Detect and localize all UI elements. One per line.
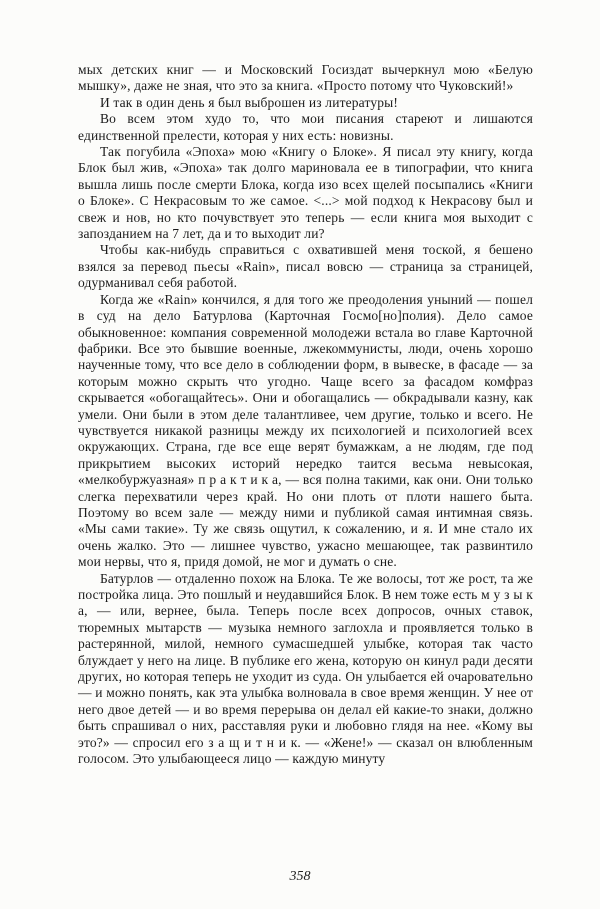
paragraph: Батурлов — отдаленно похож на Блока. Те же волосы, тот же рост, та же постройка лица. Это пошлый и неудавшийся Блок. В нем тоже есть м у з ы к а, — или, вернее, была. Теперь после всех допросов, очных ставок, тюремных мытарств — музыка немного заглохла и проявляется только в растерянной, милой, немного сумасшедшей улыбке, которая так часто блуждает у него на лице. В публике его жена, которую он кинул ради десяти других, но которая теперь не уходит из суда. Он улыбается ей очаровательно — и можно понять, как эта улыбка волновала в свое время женщин. У нее от него двое детей — и во время перерыва он делал ей какие-то знаки, должно быть спрашивал о них, расставляя руки и любовно глядя на нее. «Кому вы это?» — спросил его з а щ и т н и к. — «Жене!» — сказал он влюбленным голосом. Это улыбающееся лицо — каждую минуту xyxy=(78,570,533,767)
paragraph: Во всем этом худо то, что мои писания стареют и лишаются единственной прелести, которая у них есть: новизны. xyxy=(78,111,533,143)
paragraph: И так в один день я был выброшен из литературы! xyxy=(100,94,398,110)
paragraph: Когда же «Rain» кончился, я для того же преодоления уныний — пошел в суд на дело Батурлова (Карточная Госмо[но]полия). Дело самое обыкновенное: компания современной молодежи встала во главе Карточной фабрики. Все это бывшие военные, лжекоммунисты, люди, очень хорошо наученные тому, что все дело в соблюдении форм, в вывеске, в фасаде — за которым можно скрыть что угодно. Чаще всего за фасадом комфраз скрывается «обогащайтесь». Они и обогащались — обкрадывали казну, как умели. Они были в этом деле талантливее, чем другие, только и всего. Не чувствуется никакой разницы между их психологией и психологией всех окружающих. Страна, где все еще верят бумажкам, а не людям, где под прикрытием высоких историй нередко таится весьма невысокая, «мелкобуржуазная» п р а к т и к а, — вся полна такими, как они. Они только слегка перехватили через край. Но они плоть от плоти нашего быта. Поэтому во всем зале — между ними и публикой самая интимная связь. «Мы сами такие». Ту же связь ощутил, к сожалению, и я. И мне стало их очень жалко. Это — лишнее чувство, ужасно мешающее, так развинтило мои нервы, что я, придя домой, не мог и думать о сне. xyxy=(78,291,533,570)
paragraph: Так погубила «Эпоха» мою «Книгу о Блоке». Я писал эту книгу, когда Блок был жив, «Эпоха» так долго мариновала ее в типографии, что книга вышла лишь после смерти Блока, когда изо всех щелей посыпались «Книги о Блоке». С Некрасовым то же самое. <...> мой подход к Некрасову был и свеж и нов, но кто почувствует это теперь — если книга моя выходит с запозданием на 7 лет, да и то выходит ли? xyxy=(78,144,533,242)
page-text xyxy=(78,62,533,767)
paragraph: мых детских книг — и Московский Госиздат вычеркнул мою «Белую мышку», даже не зная, что это за книга. «Просто потому что Чуковский!» xyxy=(78,62,533,94)
paragraph: Чтобы как-нибудь справиться с охватившей меня тоской, я бешено взялся за перевод пьесы «Rain», писал вовсю — страница за страницей, одурманивал себя работой. xyxy=(78,242,533,291)
page-number: 358 xyxy=(289,869,311,884)
